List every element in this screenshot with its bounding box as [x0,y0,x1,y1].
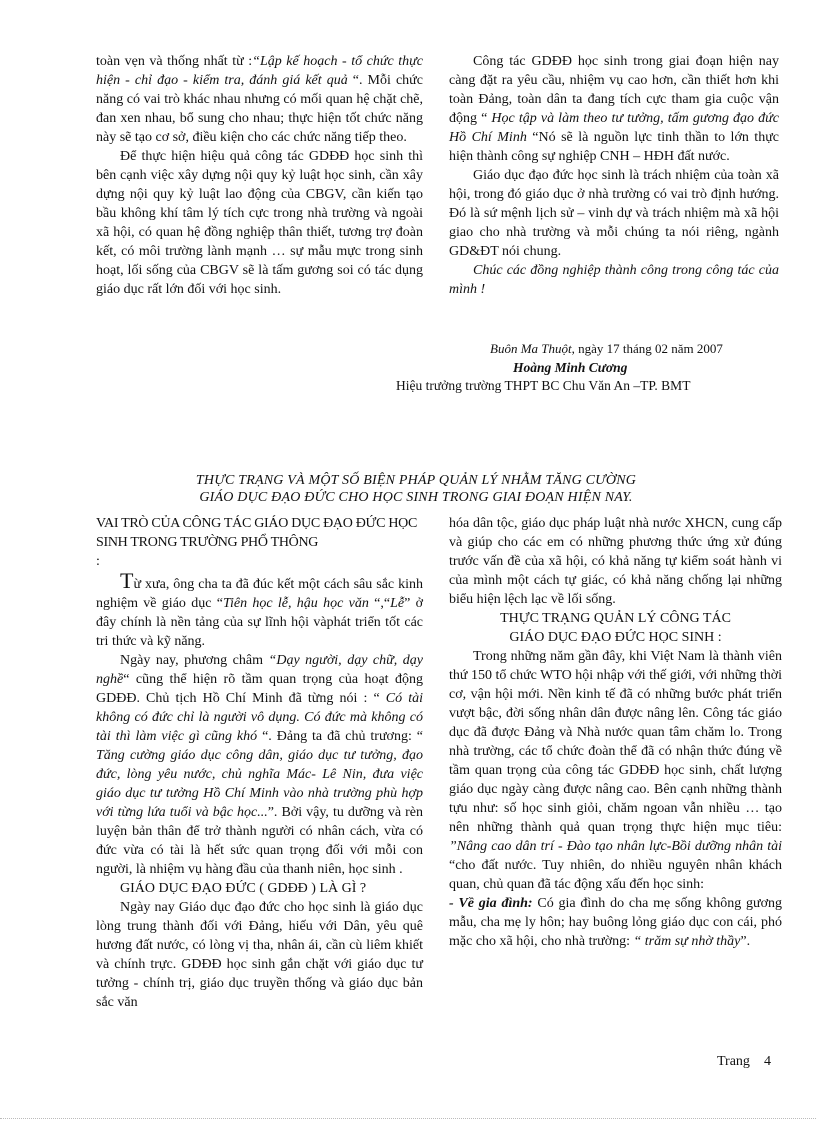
paragraph: Trong những năm gần đây, khi Việt Nam là thành viên thứ 150 tổ chức WTO hội nhập với thế giới, với những thời cơ, vận hội mới. Nền kinh tế đã có những bước phát triển vượt bậc, đời sống nhân dân được nâng lên. Công tác giáo dục đã được Đảng và Nhà nước quan tâm chăm lo. Trong nhà trường, các tổ chức đoàn thể đã có nhận thức đúng về tầm quan trọng của công tác GDĐĐ học sinh, chất lượng giáo dục ngày càng được nâng cao. Bên cạnh những thành tựu như: số học sinh giỏi, chăm ngoan vẫn nhiều … tạo nên những thành quả quan trọng thực hiện mục tiêu: ”Nâng cao dân trí - Đào tạo nhân lực-Bồi dưỡng nhân tài “cho đất nước. Tuy nhiên, do nhiều nguyên nhân khách quan, chủ quan đã tác động xấu đến học sinh: [449,649,782,892]
section-heading: THỰC TRẠNG QUẢN LÝ CÔNG TÁC [500,611,731,626]
section-heading: GIÁO DỤC ĐẠO ĐỨC ( GDĐĐ ) LÀ GÌ ? [120,881,367,896]
paragraph: - Về gia đình: Có gia đình do cha mẹ sống không gương mẫu, cha mẹ ly hôn; hay buông lỏng giáo dục con cái, phó mặc cho xã hội, cho nhà trường: “ trăm sự nhờ thầy”. [449,896,782,949]
page-number: Trang 4 [717,1054,771,1069]
closing-wish: Chúc các đồng nghiệp thành công trong công tác của mình ! [449,263,779,297]
bottom-divider [0,1118,816,1119]
article-title-line: GIÁO DỤC ĐẠO ĐỨC CHO HỌC SINH TRONG GIAI ĐOẠN HIỆN NAY. [199,490,633,505]
paragraph: Ngày nay, phương châm “Dạy người, dạy chữ, dạy nghề“ cũng thể hiện rõ tầm quan trọng của hoạt động GDĐĐ. Chủ tịch Hồ Chí Minh đã từng nói : “ Có tài không có đức chỉ là người vô dụng. Có đức mà không có tài thì làm việc gì cũng khó “. Đảng ta đã chủ trương: “ Tăng cường giáo dục công dân, giáo dục tư tưởng, đạo đức, lòng yêu nước, chủ nghĩa Mác- Lê Nin, đưa việc giáo dục tư tưởng Hồ Chí Minh vào nhà trường phù hợp với từng lứa tuổi và bậc học...”. Bởi vậy, tu dưỡng và rèn luyện bản thân để trở thành người có nhân cách, vừa có đức vừa có tài là hết sức quan trọng đối với mỗi con người, là nhiệm vụ hàng đầu của thanh niên, học sinh . [96,653,424,877]
bottom-left-column [96,514,423,1012]
drop-cap: T [120,568,134,593]
section-heading: GIÁO DỤC ĐẠO ĐỨC HỌC SINH : [509,630,722,645]
paragraph: toàn vẹn và thống nhất từ :“Lập kế hoạch - tổ chức thực hiện - chỉ đạo - kiểm tra, đánh giá kết quả “. Mỗi chức năng có vai trò khác nhau nhưng có mối quan hệ chặt chẽ, đan xen nhau, bổ sung cho nhau; thực hiện tốt chức năng này sẽ tạo cơ sở, điều kiện cho các chức năng tiếp theo. [96,54,423,145]
article-title-line: THỰC TRẠNG VÀ MỘT SỐ BIỆN PHÁP QUẢN LÝ NHẰM TĂNG CƯỜNG [195,473,637,488]
paragraph: Từ xưa, ông cha ta đã đúc kết một cách sâu sắc kinh nghiệm về giáo dục “Tiên học lễ, hậu học văn “,“Lễ” ở đây chính là nền tảng của sự lĩnh hội vàphát triển tốt các tri thức và kỹ năng. [96,568,423,649]
paragraph: Ngày nay Giáo dục đạo đức cho học sinh là giáo dục lòng trung thành đối với Đảng, hiếu với Dân, yêu quê hương đất nước, có lòng vị tha, nhân ái, cần cù liêm khiết và chính trực. GDĐĐ học sinh gắn chặt với giáo dục tư tưởng - chính trị, giáo dục truyền thống và giáo dục bản sắc văn [96,900,423,1010]
article-title [96,472,736,506]
signature-title: Hiệu trưởng trường THPT BC Chu Văn An –TP. BMT [396,378,691,393]
paragraph: hóa dân tộc, giáo dục pháp luật nhà nước XHCN, cung cấp và giúp cho các em có những phương thức ứng xử đúng trước vấn đề của xã hội, có khả năng tự kiểm soát hành vi của mình một cách tự giác, có khả năng chống lại những biểu hiện lệch lạc về lối sống. [449,516,782,607]
heading-colon: : [96,554,100,569]
paragraph: Công tác GDĐĐ học sinh trong giai đoạn hiện nay càng đặt ra yêu cầu, nhiệm vụ cao hơn, cần thiết hơn khi toàn Đảng, toàn dân ta đang tích cực tham gia cuộc vận động “ Học tập và làm theo tư tưởng, tấm gương đạo đức Hồ Chí Minh “Nó sẽ là nguồn lực tinh thần to lớn thực hiện thành công sự nghiệp CNH – HĐH đất nước. [449,54,780,164]
section-heading: VAI TRÒ CỦA CÔNG TÁC GIÁO DỤC ĐẠO ĐỨC HỌC SINH TRONG TRƯỜNG PHỔ THÔNG [96,516,417,550]
top-right-column [449,52,779,299]
paragraph: Để thực hiện hiệu quả công tác GDĐĐ học sinh thì bên cạnh việc xây dựng nội quy kỷ luật học sinh, cần xây dựng nội quy kỷ luật lao động của CBGV, cần kiến tạo bầu không khí tâm lý tích cực trong nhà trường và ngoài xã hội, có quan hệ đồng nghiệp thân thiết, tương trợ đoàn kết, có môi trường lành mạnh … sự mẫu mực trong sinh hoạt, lối sống của CBGV sẽ là tấm gương soi có tác dụng giáo dục rất lớn đối với học sinh. [96,149,423,297]
top-left-column [96,52,423,299]
bottom-right-column [449,514,782,951]
paragraph: Giáo dục đạo đức học sinh là trách nhiệm của toàn xã hội, trong đó giáo dục ở nhà trường có vai trò định hướng. Đó là sứ mệnh lịch sử – vinh dự và trách nhiệm mà xã hội giao cho nhà trường và mỗi chúng ta nói riêng, ngành GD&ĐT nói chung. [449,168,779,259]
signature-name: Hoàng Minh Cương [513,360,628,375]
signature-date: Buôn Ma Thuột, ngày 17 tháng 02 năm 2007 [490,341,723,356]
